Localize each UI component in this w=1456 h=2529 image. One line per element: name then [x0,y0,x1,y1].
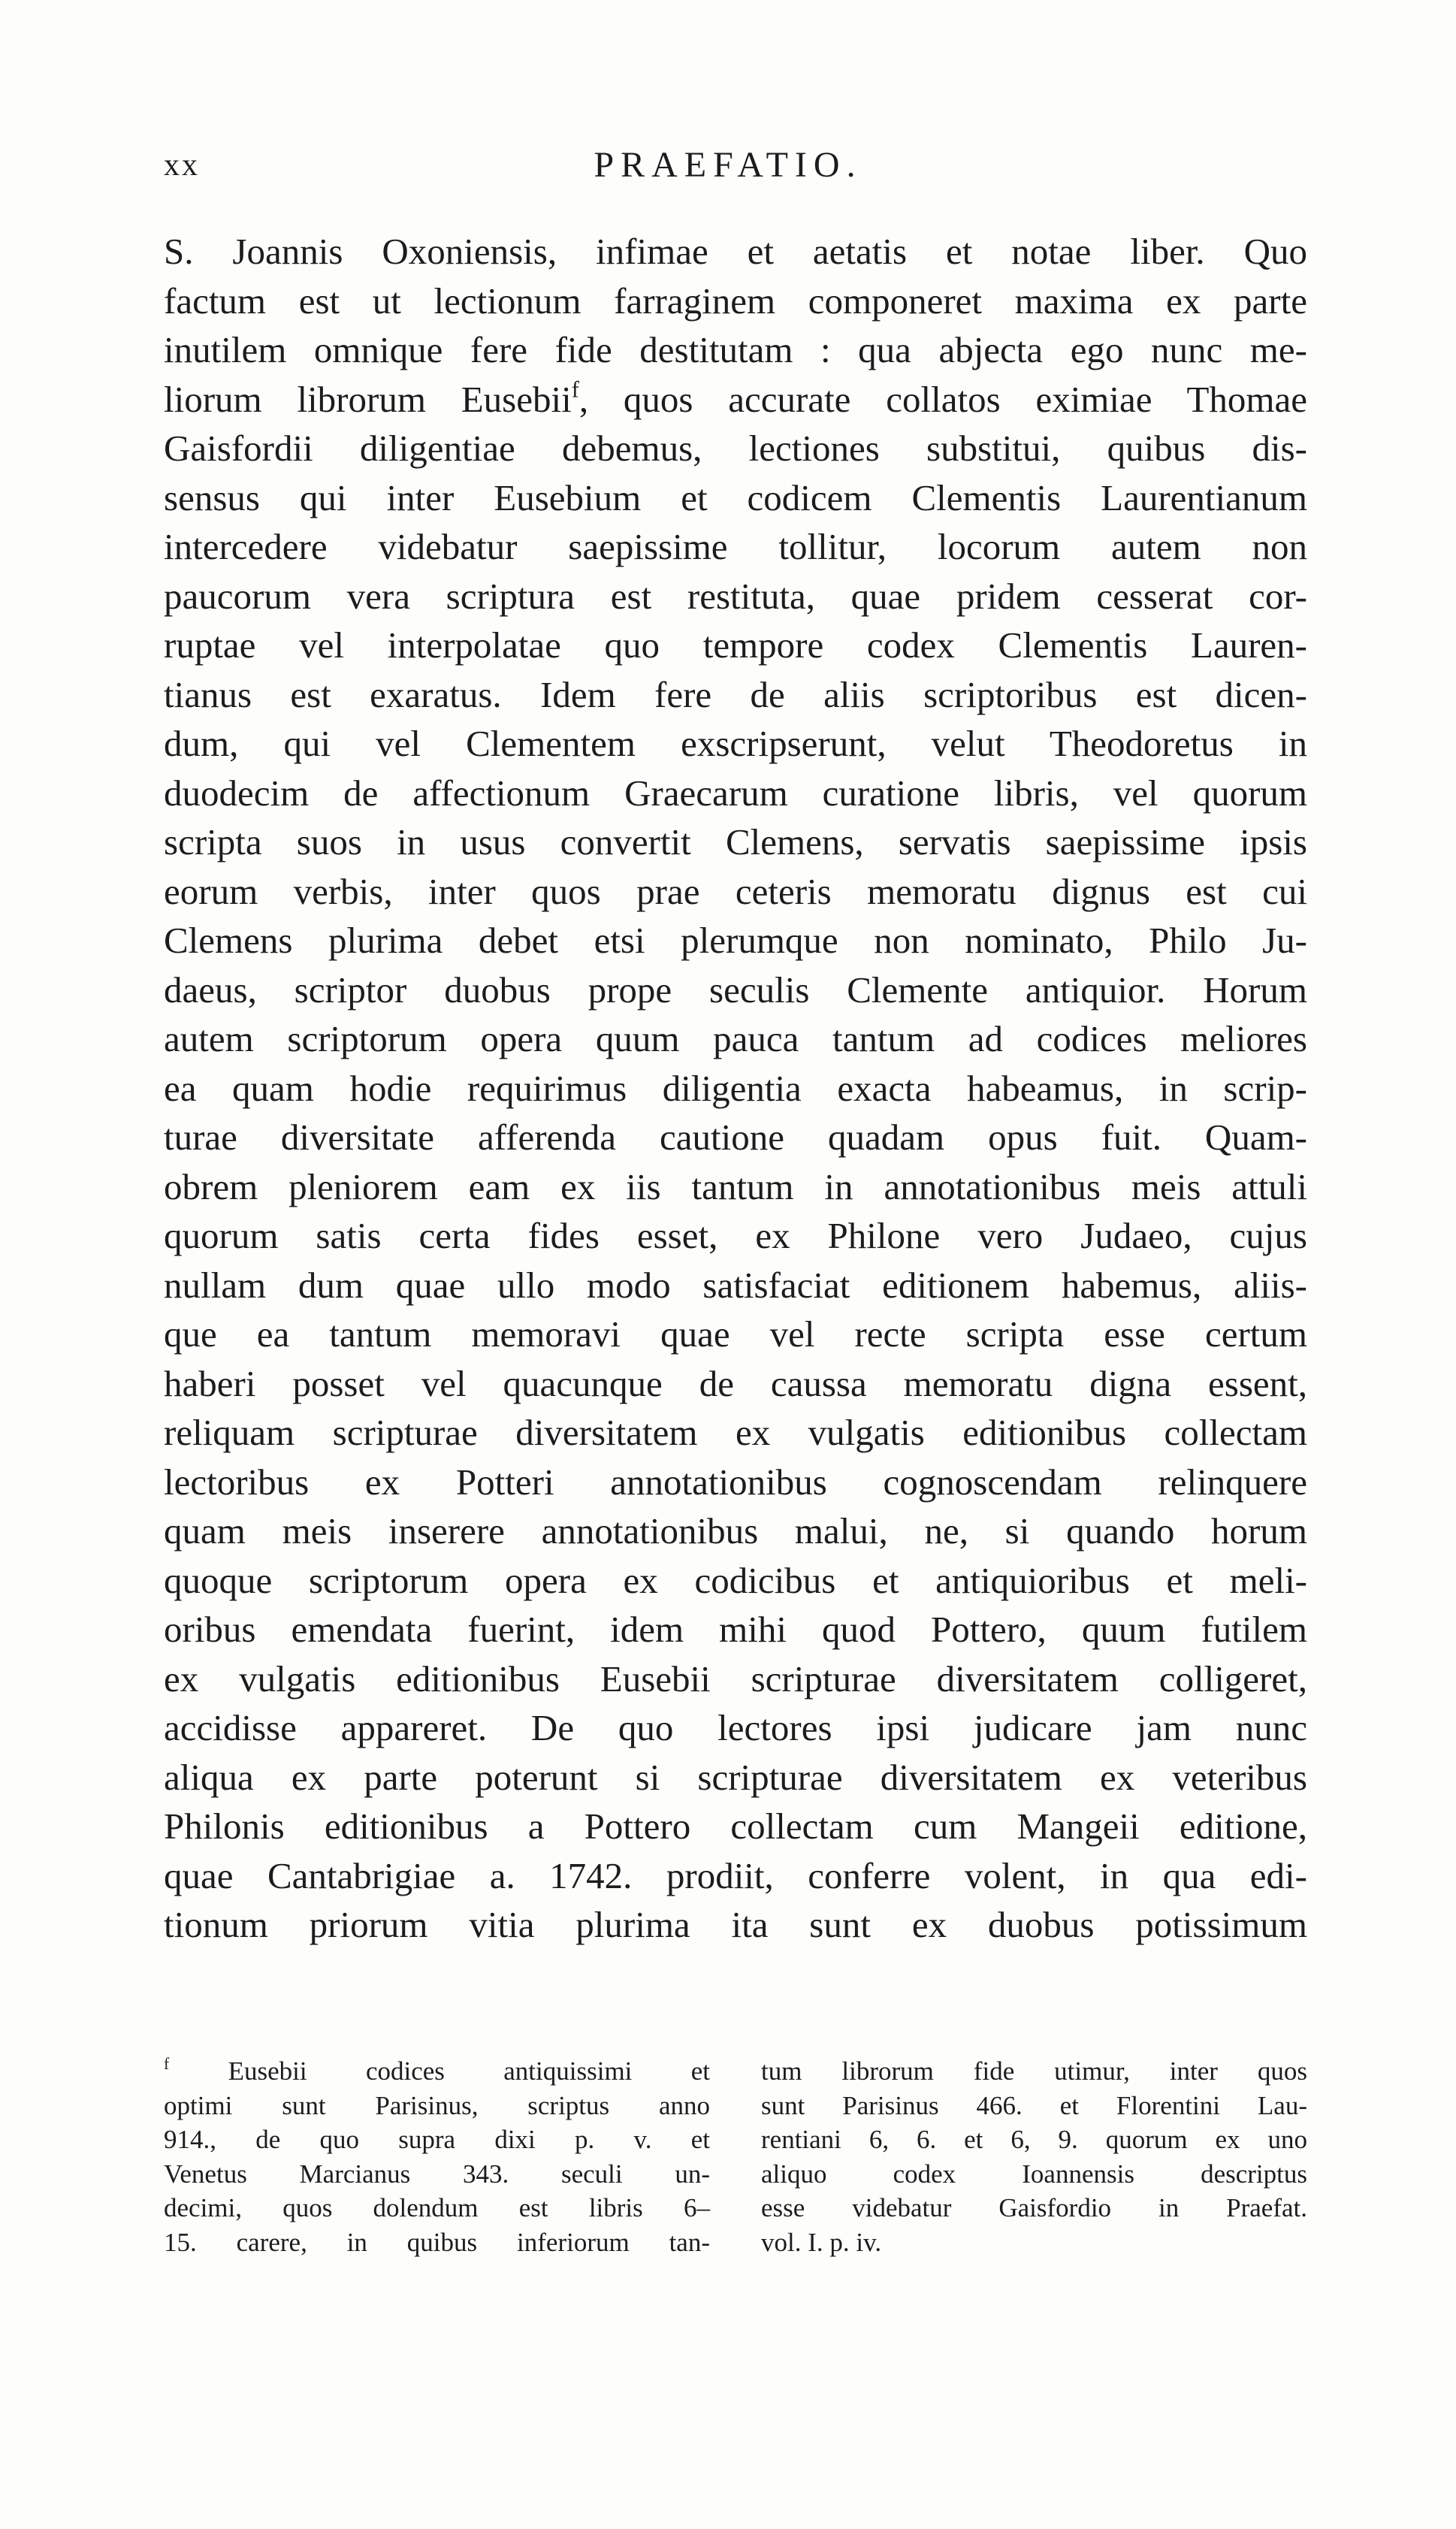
footnote-column-left [164,2054,710,2259]
text-segment: liorum librorum Eusebii [164,378,572,420]
footnote-line: vol. I. p. iv. [761,2227,882,2257]
footnote-line: optimi sunt Parisinus, scriptus anno [164,2090,710,2120]
text-line: daeus, scriptor duobus prope seculis Clemente antiquior. Horum [164,968,1307,1011]
text-line: factum est ut lectionum farraginem componeret maxima ex parte [164,279,1307,322]
text-line: Gaisfordii diligentiae debemus, lectiones substitui, quibus dis- [164,428,1307,469]
text-line: autem scriptorum opera quum pauca tantum ad codices meliores [164,1018,1307,1059]
text-line: scripta suos in usus convertit Clemens, servatis saepissime ipsis [164,821,1307,863]
text-line: ea quam hodie requirimus diligentia exacta habeamus, in scrip- [164,1067,1307,1109]
text-line: tionum priorum vitia plurima ita sunt ex duobus potissimum [164,1904,1307,1945]
footnote-line: 914., de quo supra dixi p. v. et [164,2125,710,2154]
text-line: Philonis editionibus a Pottero collectam cum Mangeii editione, [164,1805,1307,1847]
footnote-line: sunt Parisinus 466. et Florentini Lau- [761,2090,1307,2120]
text-line: Clemens plurima debet etsi plerumque non nominato, Philo Ju- [164,920,1307,961]
text-line: que ea tantum memoravi quae vel recte scripta esse certum [164,1313,1307,1355]
text-line: lectoribus ex Potteri annotationibus cognoscendam relinquere [164,1461,1307,1503]
text-line: S. Joannis Oxoniensis, infimae et aetatis et notae liber. Quo [164,231,1307,272]
text-line: aliqua ex parte poterunt si scripturae diversitatem ex veteribus [164,1756,1307,1798]
text-line: intercedere videbatur saepissime tollitur, locorum autem non [164,526,1307,567]
text-line: quoque scriptorum opera ex codicibus et antiquioribus et meli- [164,1559,1307,1601]
footnote-reference[interactable]: f [571,376,579,402]
text-line-with-footnote-ref [164,375,1307,425]
footnote-line: Venetus Marcianus 343. seculi un- [164,2159,710,2189]
text-line: quorum satis certa fides esset, ex Philone vero Judaeo, cujus [164,1215,1307,1256]
text-segment: , quos accurate collatos eximiae Thomae [578,378,1307,420]
text-line: inutilem omnique fere fide destitutam : qua abjecta ego nunc me- [164,329,1307,370]
text-line: duodecim de affectionum Graecarum curatione libris, vel quorum [164,772,1307,814]
text-line: reliquam scripturae diversitatem ex vulgatis editionibus collectam [164,1412,1307,1453]
footnote-line: tum librorum fide utimur, inter quos [761,2056,1307,2086]
text-line: nullam dum quae ullo modo satisfaciat editionem habemus, aliis- [164,1264,1307,1306]
footnote-line: esse videbatur Gaisfordio in Praefat. [761,2193,1307,2222]
footnote-line: aliquo codex Ioannensis descriptus [761,2159,1307,2189]
text-line: oribus emendata fuerint, idem mihi quod Pottero, quum futilem [164,1609,1307,1650]
main-text [164,227,1307,1950]
text-line: turae diversitate afferenda cautione quadam opus fuit. Quam- [164,1116,1307,1158]
footnote-line: decimi, quos dolendum est libris 6– [164,2193,710,2222]
text-line: tianus est exaratus. Idem fere de aliis scriptoribus est dicen- [164,673,1307,715]
text-line: dum, qui vel Clementem exscripserunt, velut Theodoretus in [164,723,1307,764]
text-line: obrem pleniorem eam ex iis tantum in annotationibus meis attuli [164,1165,1307,1207]
text-line: quam meis inserere annotationibus malui, ne, si quando horum [164,1510,1307,1552]
text-line: paucorum vera scriptura est restituta, quae pridem cesserat cor- [164,575,1307,617]
footnote-line: rentiani 6, 6. et 6, 9. quorum ex uno [761,2125,1307,2154]
text-line: ruptae vel interpolatae quo tempore codex Clementis Lauren- [164,624,1307,666]
text-line: accidisse appareret. De quo lectores ipsi judicare jam nunc [164,1707,1307,1748]
footnote-marker: f [164,2054,170,2073]
page-number: xx [164,148,200,183]
footnote-column-right [761,2054,1307,2259]
footnotes [164,2054,1307,2259]
footnote-text: Eusebii codices antiquissimi et [228,2056,711,2086]
text-line: haberi posset vel quacunque de caussa memoratu digna essent, [164,1362,1307,1404]
text-line: sensus qui inter Eusebium et codicem Clementis Laurentianum [164,476,1307,518]
text-line: eorum verbis, inter quos prae ceteris memoratu dignus est cui [164,870,1307,912]
footnote-line: 15. carere, in quibus inferiorum tan- [164,2227,710,2257]
footnote-line [164,2054,710,2089]
text-line: quae Cantabrigiae a. 1742. prodiit, conferre volent, in qua edi- [164,1854,1307,1896]
running-title: PRAEFATIO. [594,145,862,185]
text-line: ex vulgatis editionibus Eusebii scripturae diversitatem colligeret, [164,1657,1307,1700]
